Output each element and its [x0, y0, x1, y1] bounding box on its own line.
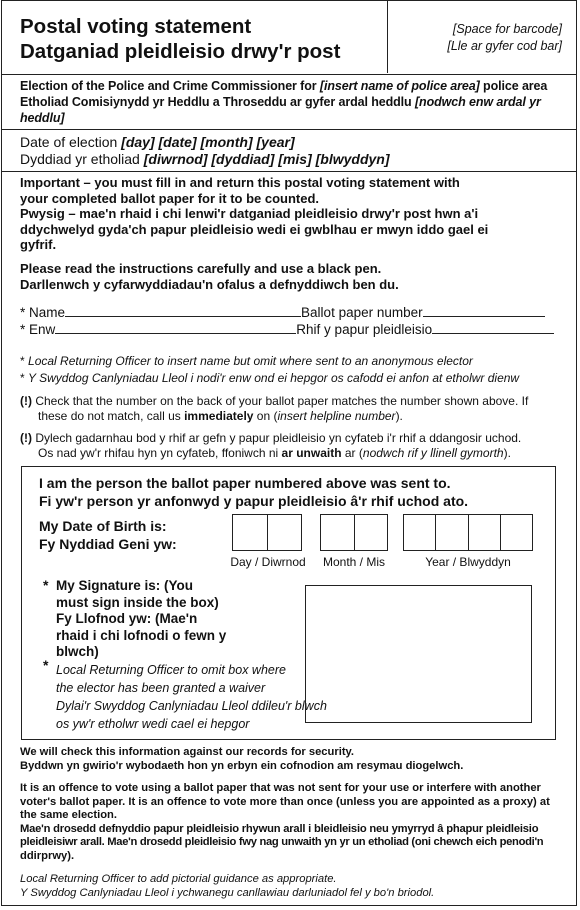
signature-box[interactable] — [305, 585, 532, 723]
form-title — [20, 14, 340, 64]
barcode-label-english: [Space for barcode] — [452, 22, 562, 36]
date-placeholder-welsh: [diwrnod] [dyddiad] [mis] [blwyddyn] — [143, 151, 390, 167]
check-note-english-part-e: ). — [395, 409, 403, 423]
note-star: * — [20, 354, 25, 368]
dob-year-digit[interactable] — [404, 515, 436, 550]
security-check-welsh: Byddwn yn gwirio'r wybodaeth hon yn erbyn ein cofnodion am resymau diogelwch. — [20, 759, 464, 772]
check-note-welsh-part-a: Os nad yw'r rhifau hyn yn cyfateb, ffoniwch ni — [38, 446, 282, 460]
day-label: Day / Diwrnod — [230, 555, 306, 569]
ar-unwaith-emphasis: ar unwaith — [281, 446, 342, 460]
date-label-welsh: Dyddiad yr etholiad — [20, 151, 144, 167]
signature-label — [56, 578, 226, 661]
election-english — [20, 78, 547, 94]
star-notes — [20, 353, 519, 387]
enw-row — [20, 321, 554, 338]
year-label: Year / Blwyddyn — [425, 555, 511, 569]
dob-month-digit[interactable] — [321, 515, 355, 550]
offence-welsh-2: pleidleisiwr arall. Mae'n drosedd pleidleisio fwy nag unwaith yn yr un etholiad (oni chewch eich penodi'n — [20, 836, 544, 848]
check-note-english-text: Check that the number on the back of your ballot paper matches the number shown above. If — [35, 394, 529, 408]
election-date-english — [20, 134, 390, 151]
offence-english-2: voter's ballot paper. It is an offence to vote more than once (unless you are appointed as a proxy) at — [20, 795, 550, 808]
title-section — [2, 1, 576, 75]
enw-line[interactable] — [55, 333, 296, 334]
star-note-welsh-text: Y Swyddog Canlyniadau Lleol i nodi'r enw ond ei hepgor os cafodd ei anfon at etholwr dienw — [28, 371, 520, 385]
name-star: * — [20, 305, 26, 320]
declaration-welsh: Fi yw'r person yr anfonwyd y papur pleidleisio â'r rhif uchod ato. — [39, 493, 469, 509]
dob-year-digit[interactable] — [501, 515, 532, 550]
check-note-english-part-a: these do not match, call us — [38, 409, 185, 423]
check-note-english-1 — [20, 394, 528, 409]
waiver-note-welsh-1: Dylai'r Swyddog Canlyniadau Lleol ddileu'r blwch — [56, 699, 327, 713]
name-row — [20, 304, 554, 321]
title-english: Postal voting statement — [20, 15, 252, 38]
signature-star: * — [43, 577, 49, 593]
exclamation-mark: (!) — [20, 394, 32, 408]
waiver-note-english-1: Local Returning Officer to omit box where — [56, 663, 286, 677]
dob-label — [39, 517, 177, 553]
election-text — [20, 78, 547, 126]
immediately-emphasis: immediately — [184, 409, 254, 423]
enw-label: Enw — [29, 322, 56, 337]
security-check-english: We will check this information against our records for security. — [20, 746, 355, 758]
election-section — [2, 75, 576, 130]
enw-star: * — [20, 322, 26, 337]
dob-year-digit[interactable] — [436, 515, 468, 550]
star-note-english — [20, 353, 519, 370]
check-note-welsh-part-c: ar ( — [341, 446, 363, 460]
waiver-note-english-2: the elector has been granted a waiver — [56, 681, 266, 695]
important-english-1: Important – you must fill in and return this postal voting statement with — [20, 175, 460, 190]
signature-label-5: blwch) — [56, 644, 99, 659]
name-ballot-fields — [20, 304, 554, 338]
ballot-number-line[interactable] — [423, 316, 545, 317]
election-date-text — [20, 134, 390, 168]
pen-instructions — [20, 261, 399, 292]
note-star-welsh: * — [20, 371, 25, 385]
declaration-english: I am the person the ballot paper numbered above was sent to. — [39, 475, 451, 491]
month-label: Month / Mis — [322, 555, 385, 569]
dob-month-boxes — [320, 514, 388, 551]
dob-day-boxes — [232, 514, 302, 551]
important-english-2: your completed ballot paper for it to be counted. — [20, 190, 320, 206]
instructions-welsh: Darllenwch y cyfarwyddiadau'n ofalus a defnyddiwch ben du. — [20, 276, 399, 292]
pictorial-guidance — [20, 872, 434, 900]
postal-voting-statement-form — [1, 0, 577, 906]
offence-welsh-1: Mae'n drosedd defnyddio papur pleidleisio rhywun arall i bleidleisio neu ymyrryd â phapur pleidleisio — [20, 822, 539, 835]
instructions-english: Please read the instructions carefully and use a black pen. — [20, 261, 382, 276]
important-welsh-1: Pwysig – mae'n rhaid i chi lenwi'r datganiad pleidleisio drwy'r post hwn a'i — [20, 206, 479, 221]
date-label: Date of election — [20, 134, 122, 150]
police-area-placeholder-welsh-cont: heddlu] — [20, 111, 65, 125]
dob-month-digit[interactable] — [355, 515, 388, 550]
important-notice — [20, 175, 488, 253]
exclamation-mark-welsh: (!) — [20, 431, 32, 445]
signature-label-1: My Signature is: (You — [56, 578, 194, 593]
date-placeholder: [day] [date] [month] [year] — [121, 134, 295, 150]
check-note-welsh-2 — [20, 446, 521, 461]
name-line[interactable] — [65, 316, 301, 317]
check-note-english-2 — [20, 409, 528, 424]
declaration-box — [21, 466, 556, 740]
election-english-suffix: police area — [479, 79, 548, 93]
election-welsh-prefix: Etholiad Comisiynydd yr Heddlu a Throseddu ar gyfer ardal heddlu — [20, 95, 415, 109]
dob-label-welsh: Fy Nyddiad Geni yw: — [39, 536, 177, 552]
check-note-welsh-text: Dylech gadarnhau bod y rhif ar gefn y papur pleidleisio yn cyfateb i'r rhif a ddangosir uchod. — [35, 431, 522, 445]
signature-label-4: rhaid i chi lofnodi o fewn y — [56, 627, 227, 643]
waiver-note-welsh-2: os yw'r etholwr wedi cael ei hepgor — [56, 717, 250, 731]
check-note-english — [20, 394, 528, 424]
declaration-statement — [39, 474, 468, 510]
ballot-number-label-welsh: Rhif y papur pleidleisio — [296, 322, 433, 337]
helpline-placeholder-welsh: nodwch rif y llinell gymorth — [362, 446, 504, 460]
dob-year-digit[interactable] — [469, 515, 501, 550]
dob-day-digit[interactable] — [233, 515, 268, 550]
check-note-welsh — [20, 431, 521, 461]
security-check — [20, 746, 463, 773]
check-note-english-part-c: on ( — [253, 409, 278, 423]
police-area-placeholder-welsh: [nodwch enw ardal yr — [414, 95, 541, 109]
offence-warning — [20, 782, 550, 863]
title-welsh: Datganiad pleidleisio drwy'r post — [20, 40, 341, 63]
check-note-welsh-1 — [20, 431, 521, 446]
signature-label-2: must sign inside the box) — [56, 594, 219, 610]
star-note-welsh — [20, 370, 519, 387]
election-date-welsh — [20, 151, 390, 168]
offence-welsh-3: ddirprwy). — [20, 849, 75, 862]
waiver-note — [56, 661, 327, 733]
offence-english-3: the same election. — [20, 809, 117, 821]
check-note-welsh-part-e: ). — [503, 446, 511, 460]
dob-year-boxes — [403, 514, 533, 551]
important-welsh-2: ddychwelyd gyda'ch papur pleidleisio wedi ei gwblhau er mwyn iddo gael ei — [20, 221, 489, 237]
offence-english-1: It is an offence to vote using a ballot paper that was not sent for your use or interfere with another — [20, 782, 541, 794]
important-welsh-3: gyfrif. — [20, 237, 57, 252]
police-area-placeholder: [insert name of police area] — [319, 79, 480, 93]
election-welsh — [20, 94, 547, 110]
ballot-number-label: Ballot paper number — [301, 305, 423, 320]
signature-label-3: Fy Llofnod yw: (Mae'n — [56, 611, 198, 626]
barcode-space — [387, 1, 576, 73]
barcode-label-welsh: [Lle ar gyfer cod bar] — [447, 39, 562, 53]
guidance-english: Local Returning Officer to add pictorial guidance as appropriate. — [20, 873, 337, 885]
helpline-placeholder: insert helpline number — [277, 409, 396, 423]
ballot-number-line-welsh[interactable] — [432, 333, 554, 334]
dob-label-english: My Date of Birth is: — [39, 518, 167, 534]
guidance-welsh: Y Swyddog Canlyniadau Lleol i ychwanegu canllawiau darluniadol fel y bo'n briodol. — [20, 887, 435, 899]
star-note-english-text: Local Returning Officer to insert name but omit where sent to an anonymous elector — [28, 354, 473, 368]
waiver-star: * — [43, 657, 49, 673]
election-english-prefix: Election of the Police and Crime Commissioner for — [20, 79, 320, 93]
dob-day-digit[interactable] — [268, 515, 302, 550]
name-label: Name — [29, 305, 66, 320]
election-date-section — [2, 130, 576, 172]
